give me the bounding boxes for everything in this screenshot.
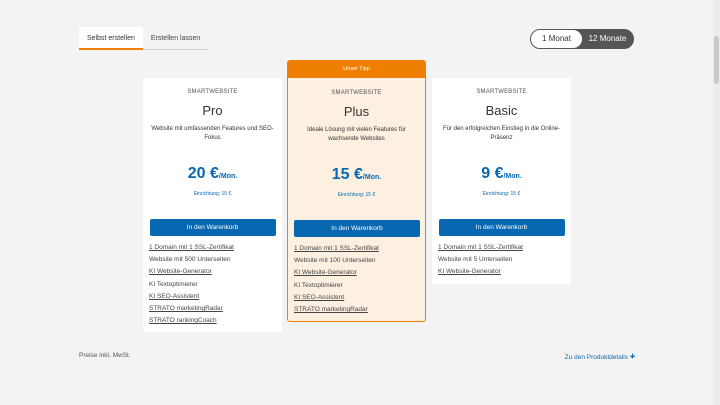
feature-item[interactable]: KI SEO-Assistent bbox=[149, 292, 200, 300]
feature-list bbox=[149, 242, 276, 327]
price-amount: 9 € bbox=[481, 165, 504, 182]
plan-description: Website mit umfassenden Features und SEO-Fokus bbox=[151, 126, 274, 141]
price-amount: 20 € bbox=[187, 165, 219, 182]
plan-price bbox=[294, 166, 419, 184]
billing-period-toggle bbox=[530, 29, 634, 49]
feature-item: Website mit 5 Unterseiten bbox=[438, 256, 513, 264]
product-details-link[interactable] bbox=[565, 352, 635, 363]
product-details-label: Zu den Produktdetails bbox=[564, 354, 628, 361]
plan-price bbox=[438, 165, 565, 183]
plan-description: Ideale Lösung mit vielen Features für wachsende Websites bbox=[307, 127, 406, 142]
plan-brand: SMARTWEBSITE bbox=[187, 89, 238, 95]
price-period: /Mon. bbox=[218, 173, 238, 180]
plan-brand: SMARTWEBSITE bbox=[331, 90, 382, 96]
feature-item[interactable]: KI SEO-Assistent bbox=[294, 293, 345, 301]
scrollbar-thumb[interactable] bbox=[714, 36, 719, 84]
add-to-cart-button[interactable]: In den Warenkorb bbox=[439, 219, 565, 236]
feature-item[interactable]: 1 Domain mit 1 SSL-Zertifikat bbox=[149, 244, 234, 251]
feature-item[interactable]: STRATO marketingRadar bbox=[149, 305, 223, 313]
price-note: Preise inkl. MwSt. bbox=[79, 352, 131, 359]
feature-item[interactable]: KI Website-Generator bbox=[294, 269, 357, 277]
toggle-1-monat[interactable]: 1 Monat bbox=[531, 30, 582, 48]
plan-name: Pro bbox=[202, 103, 223, 118]
plan-card-pro bbox=[143, 78, 282, 332]
plan-price bbox=[149, 165, 276, 183]
plan-description: Für den erfolgreichen Einstieg in die Online-Präsenz bbox=[442, 126, 561, 141]
add-to-cart-button[interactable]: In den Warenkorb bbox=[294, 220, 420, 237]
tab-erstellen-lassen[interactable]: Erstellen lassen bbox=[143, 27, 208, 50]
recommended-badge: Unser Tipp bbox=[288, 61, 425, 78]
feature-item[interactable]: 1 Domain mit 1 SSL-Zertifikat bbox=[294, 245, 379, 252]
plan-brand: SMARTWEBSITE bbox=[476, 89, 527, 95]
feature-item: Website mit 100 Unterseiten bbox=[294, 257, 376, 265]
feature-list bbox=[294, 243, 419, 316]
setup-fee: Einrichtung: 15 € bbox=[337, 192, 376, 198]
plan-name: Plus bbox=[343, 104, 370, 119]
price-amount: 15 € bbox=[331, 166, 363, 183]
feature-list bbox=[438, 242, 565, 279]
setup-fee: Einrichtung: 15 € bbox=[482, 191, 521, 197]
toggle-12-monate[interactable]: 12 Monate bbox=[588, 34, 627, 43]
feature-item[interactable]: KI Website-Generator bbox=[438, 268, 501, 276]
add-to-cart-button[interactable]: In den Warenkorb bbox=[150, 219, 276, 236]
plan-card-basic bbox=[432, 78, 571, 284]
page-scrollbar[interactable] bbox=[713, 0, 720, 405]
plan-name: Basic bbox=[485, 103, 518, 118]
feature-item[interactable]: STRATO marketingRadar bbox=[294, 306, 368, 314]
feature-item: KI Textoptimierer bbox=[294, 281, 343, 289]
tab-bar bbox=[79, 27, 208, 50]
price-period: /Mon. bbox=[362, 174, 382, 181]
tab-selbst-erstellen[interactable]: Selbst erstellen bbox=[79, 27, 143, 50]
arrow-down-icon: 🡻 bbox=[629, 353, 635, 360]
plan-card-plus bbox=[287, 60, 426, 322]
feature-item[interactable]: STRATO rankingCoach bbox=[149, 317, 217, 325]
feature-item: Website mit 500 Unterseiten bbox=[149, 256, 231, 264]
price-period: /Mon. bbox=[503, 173, 522, 180]
setup-fee: Einrichtung: 15 € bbox=[193, 191, 232, 197]
feature-item: KI Textoptimierer bbox=[149, 280, 198, 288]
feature-item[interactable]: KI Website-Generator bbox=[149, 268, 212, 276]
feature-item[interactable]: 1 Domain mit 1 SSL-Zertifikat bbox=[438, 244, 523, 251]
